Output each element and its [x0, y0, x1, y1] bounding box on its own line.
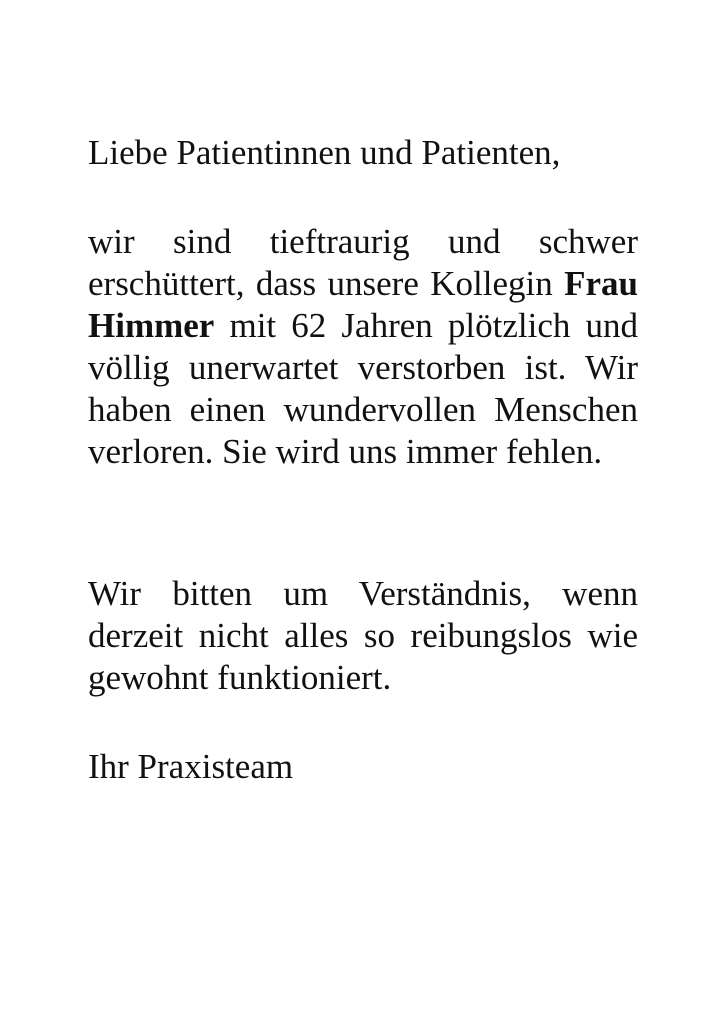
signoff: Ihr Praxisteam [88, 747, 294, 786]
paragraph-tail: mit 62 Jahren plötzlich und völlig unerwartet verstorben ist. Wir haben einen wundervollen Menschen verloren. Sie wird uns immer fehlen. [88, 306, 639, 471]
apology-paragraph: Wir bitten um Verständnis, wenn derzeit nicht alles so reibungslos wie gewohnt funktioniert. [88, 574, 638, 697]
deceased-name: Frau Himmer [88, 264, 639, 345]
paragraph-lead: wir sind tieftraurig und schwer erschüttert, dass unsere Kollegin [88, 222, 638, 303]
salutation: Liebe Patientinnen und Patienten, [88, 133, 561, 172]
condolence-paragraph [88, 221, 638, 473]
